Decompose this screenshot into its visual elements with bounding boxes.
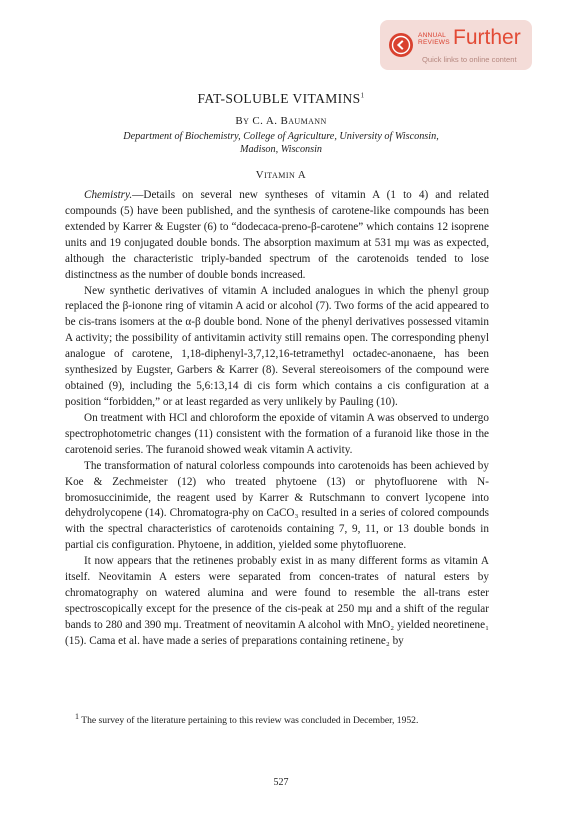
page-number: 527 (273, 777, 289, 788)
paragraph: On treatment with HCl and chloroform the epoxide of vitamin A was observed to undergo spectrophotometric changes (11) consistent with the formation of a furanoid like those in the carotenoid series. The furanoid showed weak vitamin A activity. (65, 411, 489, 456)
paragraph: It now appears that the retinenes probably exist in as many different forms as vitamin A itself. Neovitamin A esters were separated from concen-trates of natural esters by chromatography on watered alumina and were found to resemble the all-trans ester spectroscopically except for the presence of the cis-peak at 250 mμ and a shift of the regular bands to 280 and 390 mμ. Treatment of neovitamin A alcohol with MnO₂ yielded neoretinene₁ (15). Cama et al. have made a series of preparations containing retinene₂ by (65, 555, 489, 647)
badge-publisher-label: ANNUAL REVIEWS (418, 32, 450, 46)
author-affiliation: Department of Biochemistry, College of Agriculture, University of Wisconsin, Madison, Wisconsin (123, 131, 439, 155)
footnote: $^1$ The survey of the literature pertaining to this review was concluded in December, 1952. (75, 712, 419, 727)
article-body (65, 188, 489, 650)
section-heading: Vitamin A (255, 169, 307, 181)
paragraph: Chemistry.—Details on several new syntheses of vitamin A (1 to 4) and related compounds (5) have been published, and the synthesis of carotene-like compounds has been extended by Karrer & Eugster (6) to “dodecaca-preno-β-carotene” which contains 12 isoprene units and 19 conjugated double bonds. The absorption maximum at 531 mμ was as expected, although the characteristic triply-banded spectrum of the carotenoids tended to lose distinctness as the number of double bonds increased. (65, 189, 489, 281)
paragraph: New synthetic derivatives of vitamin A included analogues in which the phenyl group replaced the β-ionone ring of vitamin A acid or alcohol (7). Two forms of the acid appeared to be cis-trans isomers at the α-β double bond. None of the phenyl derivatives possessed vitamin A activity; the possibility of antivitamin activity still remains open. The corresponding phenyl analogue of carotene, 1,18-diphenyl-3,7,12,16-tetramethyl octadec-anonaene, has been synthesized by Eugster, Garbers & Karrer (8). Several stereoisomers of the compound were obtained (9), including the 5,6:13,14 di cis form which contains a cis configuration at a position “forbidden,” or at least regarded as very unlikely by Pauling (10). (65, 284, 489, 408)
annual-reviews-further-badge[interactable] (380, 20, 532, 70)
badge-subtitle: Quick links to online content (422, 55, 517, 64)
footnote-mark: 1 (75, 712, 79, 721)
play-arrow-icon (389, 33, 413, 57)
badge-further-label: Further (453, 26, 521, 49)
author-byline: By C. A. Baumann (235, 115, 327, 127)
title-footnote-mark: 1 (360, 91, 365, 100)
paragraph-lead: Chemistry. (84, 189, 133, 201)
paragraph: The transformation of natural colorless compounds into carotenoids has been achieved by Koe & Zechmeister (12) who treated phytoene (13) or phytofluorene with N-bromosuccinimide, the reagent used by Karrer & Rutschmann to convert lycopene into dehydrolycopene (14). Chromatogra-phy on CaCO₃ resulted in a series of colored compounds with the spectral characteristics of carotenoids containing 7, 9, 11, or 13 double bonds in partial cis configuration. Phytoene, in addition, yielded some phytofluorene. (65, 459, 489, 552)
article-title: FAT-SOLUBLE VITAMINS$^1$ (197, 91, 365, 106)
